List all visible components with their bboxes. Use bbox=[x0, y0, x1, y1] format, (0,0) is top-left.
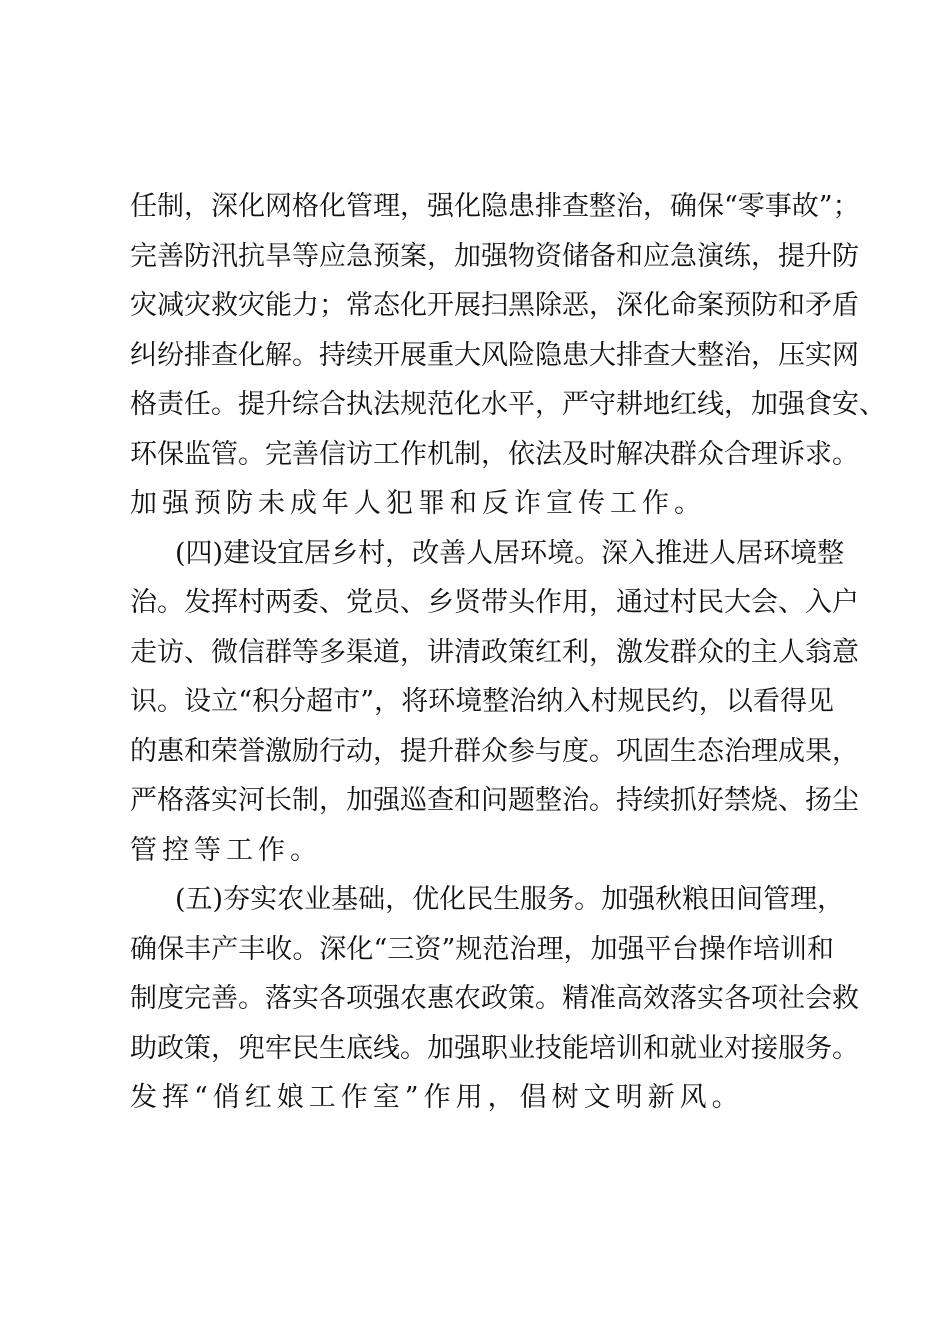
document-page bbox=[130, 182, 886, 1123]
section-heading-line: (五)夯实农业基础，优化民生服务。加强秋粮田间管理， bbox=[175, 884, 845, 915]
text-line: 格责任。提升综合执法规范化水平，严守耕地红线，加强食安、 bbox=[130, 389, 886, 420]
text-line: 环保监管。完善信访工作机制，依法及时解决群众合理诉求。 bbox=[130, 438, 859, 470]
text-line: 完善防汛抗旱等应急预案，加强物资储备和应急演练，提升防 bbox=[130, 240, 859, 272]
text-line: 走访、微信群等多渠道，讲清政策红利，激发群众的主人翁意 bbox=[130, 636, 859, 668]
text-line: 确保丰产丰收。深化“三资”规范治理，加强平台操作培训和 bbox=[130, 933, 834, 965]
paragraph-safety bbox=[130, 182, 886, 529]
text-line: 严格落实河长制，加强巡查和问题整治。持续抓好禁烧、扬尘 bbox=[130, 785, 859, 816]
text-line: 识。设立“积分超市”，将环境整治纳入村规民约，以看得见 bbox=[130, 686, 834, 717]
text-line: 管控等工作。 bbox=[130, 834, 322, 866]
text-line: 纠纷排查化解。持续开展重大风险隐患大排查大整治，压实网 bbox=[130, 339, 859, 371]
text-line: 发挥“俏红娘工作室”作用，倡树文明新风。 bbox=[130, 1082, 744, 1113]
section-heading-line: (四)建设宜居乡村，改善人居环境。深入推进人居环境整 bbox=[175, 537, 845, 569]
paragraph-livable-village bbox=[130, 529, 859, 876]
text-line: 制度完善。落实各项强农惠农政策。精准高效落实各项社会救 bbox=[130, 983, 859, 1014]
paragraph-agriculture bbox=[130, 875, 859, 1123]
text-line: 的惠和荣誉激励行动，提升群众参与度。巩固生态治理成果， bbox=[130, 735, 859, 767]
text-line: 助政策，兜牢民生底线。加强职业技能培训和就业对接服务。 bbox=[130, 1032, 859, 1064]
text-line: 灾减灾救灾能力；常态化开展扫黑除恶，深化命案预防和矛盾 bbox=[130, 290, 859, 321]
text-line: 治。发挥村两委、党员、乡贤带头作用，通过村民大会、入户 bbox=[130, 587, 859, 618]
text-line: 任制，深化网格化管理，强化隐患排查整治，确保“零事故”； bbox=[130, 191, 860, 222]
text-line: 加强预防未成年人犯罪和反诈宣传工作。 bbox=[130, 488, 706, 519]
